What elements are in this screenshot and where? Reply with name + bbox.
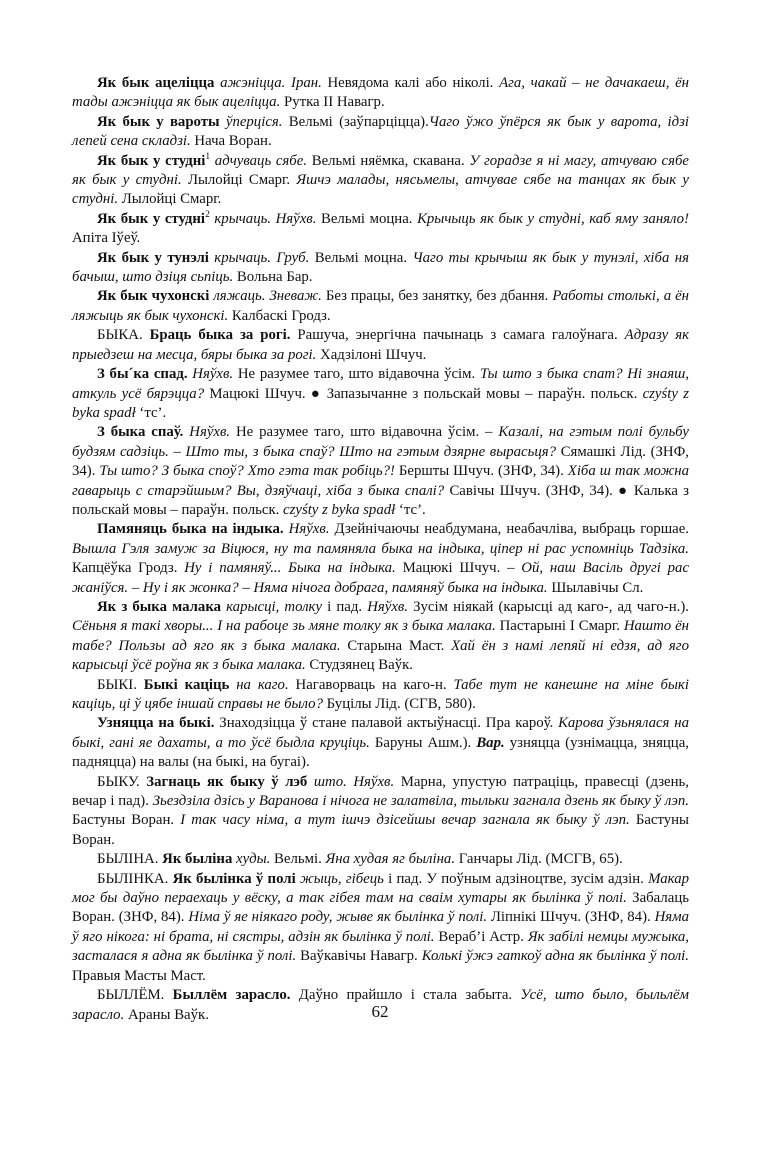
entry-text: Араны Ваўк. — [124, 1006, 209, 1023]
entry-superscript: 1 — [205, 151, 211, 162]
entry-italic-text: Нашто ён табе? Пользы ад яго як з быка малака. — [72, 618, 689, 654]
dictionary-entry — [72, 287, 689, 326]
entry-text: БЫЛІНА. — [97, 851, 163, 868]
entry-text: Бастуны Воран. — [72, 812, 181, 829]
entry-headword: З бы´ка спад. — [97, 366, 188, 383]
dictionary-entry — [72, 249, 689, 288]
entry-text: Рашуча, энергічна пачынаць з самага галоўнага. — [290, 327, 625, 344]
entry-text: Даўно прайшло і стала забыта. — [290, 987, 521, 1004]
dictionary-entry — [72, 365, 689, 423]
entry-headword: Памяняць быка на індыка. — [97, 521, 284, 538]
entry-text: Старына Маст. — [340, 637, 452, 654]
entry-text: Лылойці Смарг. — [181, 172, 297, 189]
entry-text: Без працы, без занятку, без дбання. — [321, 288, 553, 305]
entry-italic-text: czyśty z byka spadł — [72, 385, 689, 421]
entry-text: і пад. У поўным адзіноцтве, зусім адзін. — [383, 870, 649, 887]
dictionary-entry — [72, 598, 689, 676]
entry-text: Вельмі моцна. — [309, 249, 413, 266]
entry-text: узняцца (узнімацца, зняцца, падняцца) на валы (на быкі, на бугаі). — [72, 734, 689, 771]
dictionary-entry — [72, 773, 689, 851]
entry-text: БЫКА. — [97, 327, 150, 344]
entry-italic-text: Колькі ўжэ гаткоў адна як былінка ў полі. — [421, 948, 689, 965]
entry-headword: Загнаць як быку ў лэб — [146, 773, 308, 790]
entry-text: Капцёўка Гродз. — [72, 560, 185, 577]
entry-headword: Быллём зарасло. — [172, 987, 291, 1004]
entry-text: Зусім ніякай (карысці ад каго-, ад чаго-н.). — [408, 598, 689, 615]
entry-italic-text: ляжаць. Зневаж. — [209, 288, 322, 305]
dictionary-entry — [72, 850, 689, 869]
entry-headword: Як бык чухонскі — [97, 288, 210, 305]
entry-text: Бершты Шчуч. (ЗНФ, 34). — [394, 463, 568, 480]
entry-italic-text: Макар мог бы даўно пераехаць у вёску, а так гібея там на сваім хутары як былінка ў полі. — [72, 870, 689, 907]
entry-italic-text: Яна худая яг быліна. — [325, 851, 456, 868]
dictionary-entry — [72, 74, 689, 113]
entry-italic-text: Сёньня я такі хворы... І на рабоце зь мяне толку як з быка малака. — [72, 618, 496, 635]
entry-text: Ліпнікі Шчуч. (ЗНФ, 84). — [487, 909, 655, 926]
entry-text: Вельмі (заўпарціцца). — [282, 113, 429, 130]
entry-italic-text: Ты што? З быка споў? Хто гэта так робіць?! — [99, 463, 395, 480]
dictionary-entry — [72, 870, 689, 986]
entry-headword: Як бык у тунэлі — [97, 249, 209, 266]
entry-italic-text: ўперціся. — [219, 113, 283, 130]
entry-text: БЫЛІНКА. — [97, 870, 173, 887]
dictionary-entry — [72, 676, 689, 715]
entry-text: Нагаворваць на каго-н. — [288, 676, 454, 693]
entry-text: Не разумее таго, што відавочна ўсім. — [233, 366, 480, 383]
entry-text: Студзянец Ваўк. — [305, 657, 414, 674]
entry-text: Хадзілоні Шчуч. — [316, 346, 427, 363]
entry-italic-text: Ты што з быка спат? Ні знаяш, аткуль усё бярэцца? — [72, 366, 690, 402]
entry-text: Пастарыні І Смарг. — [495, 618, 624, 635]
entry-italic-text: І так часу німа, а тут ішчэ дзісейшы вечар загнала як быку ў лэп. — [180, 812, 630, 829]
entry-headword: З быка спаў. — [97, 424, 184, 441]
entry-italic-text: Зьездзіла дзісь у Варанова і нічога не залатвіла, тыльки загнала дзень як быку ў лэп. — [152, 793, 689, 810]
entry-text: Дзейнічаючы неабдумана, неабачліва, выбраць горшае. — [329, 521, 689, 538]
entry-text: Лылойці Смарг. — [118, 191, 222, 208]
dictionary-entry — [72, 423, 689, 520]
entry-text: Вельмі моцна. — [316, 210, 418, 227]
entry-text: Не разумее таго, што відавочна ўсім. – — [230, 424, 499, 441]
dictionary-entry — [72, 326, 689, 365]
entry-text: Вераб’і Астр. — [434, 928, 528, 945]
entry-italic-text: Хіба ш так можна гаварыць с старэйшым? Вы, дзяўчаці, хіба з быка спалі? — [72, 463, 690, 499]
entry-italic-text: Усё, што было, быльлём зарасло. — [72, 987, 689, 1023]
entry-italic-text: Ну і памяняў... Быка на індыка. — [184, 560, 396, 577]
entry-text: Буцілы Лід. (СГВ, 580). — [322, 696, 476, 712]
entry-text: Баруны Ашм.). — [369, 734, 477, 751]
entry-italic-text: крычаць. Груб. — [208, 249, 310, 266]
entry-italic-text: крычаць. Няўхв. — [209, 210, 317, 227]
entry-italic-text: худы. — [232, 851, 271, 868]
dictionary-entry — [72, 113, 689, 152]
entry-headword: Узняцца на быкі. — [97, 715, 215, 732]
entries-list — [72, 74, 689, 1025]
entry-italic-text: Табе тут не канешне на міне быкі каціць, ці ў цябе іншай справы не было? — [72, 676, 689, 712]
entry-headword: Як з быка малака — [97, 598, 222, 615]
entry-italic-text: на каго. — [229, 676, 289, 693]
entry-headword: Як былінка ў полі — [172, 870, 296, 887]
entry-text: Савічы Шчуч. (ЗНФ, 34). ● Калька з польскай мовы – параўн. польск. — [72, 482, 689, 518]
entry-text: Вельмі. — [270, 851, 326, 868]
entry-italic-text: Яшчэ малады, нясьмелы, атчувае сябе на танцах як бык у студні. — [72, 172, 689, 208]
entry-italic-text: Ой, наш Васіль другі рас жаніўся. – Ну і як жонка? – Няма нічога добрага, памяняў быка на індыка. — [72, 560, 690, 596]
entry-text: ‘тс’. — [395, 501, 426, 518]
entry-italic-text: Чаго ўжо ўпёрся як бык у варота, ідзі лепей сена складзі. — [72, 113, 689, 150]
entry-text: Невядома калі або ніколі. — [321, 75, 500, 91]
entry-text: Вольна Бар. — [233, 269, 313, 286]
entry-text: Сямашкі Лід. (ЗНФ, 34). — [72, 443, 689, 480]
entry-text: Марна, упустую патраціць, правесці (дзень, вечар і пад). — [72, 773, 689, 810]
entry-italic-text: Адразу як прыедзеш на месца, бяры быка за рогі. — [72, 327, 689, 363]
entry-italic-text: Вышла Гэля замуж за Віцюся, ну та памяняла быка на індыка, ціпер ні рас успомніць Тадзіка. — [72, 540, 689, 557]
entry-italic-text: Карова ўзьнялася на быкі, гані яе дахаты, а то ўсё быдла круціць. — [72, 715, 689, 751]
entry-italic-text: Работы столькі, а ён ляжыць як бык чухонскі. — [72, 288, 689, 324]
entry-italic-text: Чаго ты крычыш як бык у тунэлі, хіба ня бачыш, што дзіця сьпіць. — [72, 249, 689, 286]
entry-italic-text: Няма ў яго нікога: ні брата, ні сястры, адзін як былінка ў полі. — [72, 909, 689, 945]
entry-italic-text: што. Няўхв. — [307, 773, 395, 790]
entry-text: БЫКУ. — [97, 773, 147, 790]
entry-superscript: 2 — [205, 209, 210, 220]
entry-headword: Вар. — [476, 734, 505, 751]
dictionary-page — [72, 74, 689, 1025]
entry-text: БЫКІ. — [97, 676, 144, 693]
entry-italic-text: Німа ў яе ніякаго роду, жыве як былінка ў полі. — [188, 909, 488, 926]
entry-italic-text: Ага, чакай – не дачакаеш, ён тады ажэніцца як бык ацеліцца. — [72, 75, 689, 111]
dictionary-entry — [72, 152, 689, 210]
entry-italic-text: жыць, гібець — [295, 870, 384, 887]
entry-italic-text: Крычыць як бык у студні, каб яму заняло! — [417, 210, 690, 227]
entry-text: Нача Воран. — [190, 133, 272, 150]
entry-italic-text: Няўхв. — [183, 424, 231, 441]
dictionary-entry — [72, 520, 689, 598]
entry-text: Вельмі няёмка, скавана. — [307, 152, 470, 169]
entry-italic-text: Няўхв. — [187, 366, 234, 383]
entry-text: Знаходзіцца ў стане палавой актыўнасці. Пра кароў. — [214, 715, 559, 732]
entry-headword: Як бык у вароты — [97, 113, 220, 130]
dictionary-entry — [72, 714, 689, 772]
entry-headword: Быкі каціць — [143, 676, 230, 693]
dictionary-entry — [72, 210, 689, 249]
entry-headword: Браць быка за рогі. — [149, 327, 291, 344]
entry-italic-text: Як забілі немцы мужыка, засталася я адна як былінка ў полі. — [72, 928, 689, 965]
entry-text: Мацюкі Шчуч. ● Запазычанне з польскай мовы – параўн. польск. — [204, 385, 643, 402]
entry-text: Бастуны Воран. — [72, 812, 689, 848]
entry-text: Ваўкавічы Навагр. — [296, 948, 422, 965]
entry-italic-text: У горадзе я ні магу, атчуваю сябе як бык у студні. — [72, 152, 689, 189]
entry-italic-text: адчуваць сябе. — [210, 152, 308, 169]
entry-text: Рутка ІІ Навагр. — [280, 94, 385, 111]
entry-italic-text: Няўхв. — [367, 598, 409, 615]
entry-headword: Як бык ацеліцца — [97, 75, 215, 91]
entry-headword: Як быліна — [162, 851, 233, 868]
entry-text: Ганчары Лід. (МСГВ, 65). — [455, 851, 623, 868]
entry-italic-text: карысці, толку — [221, 598, 323, 615]
entry-italic-text: Няўхв. — [283, 521, 330, 538]
entry-text: БЫЛЛЁМ. — [97, 987, 173, 1004]
entry-text: ‘тс’. — [135, 404, 167, 421]
entry-italic-text: Хай ён з намі лепяй ні едзя, ад яго карысьці ўсё роўна як з быка малака. — [72, 637, 689, 674]
entry-text: Забалаць Воран. (ЗНФ, 84). — [72, 890, 689, 926]
entry-text: Калбаскі Гродз. — [228, 307, 331, 324]
entry-headword: Як бык у студні — [97, 152, 206, 169]
entry-text: Правыя Масты Маст. — [72, 967, 206, 984]
entry-italic-text: czyśty z byka spadł — [283, 501, 396, 518]
entry-italic-text: ажэніцца. Іран. — [214, 75, 322, 91]
entry-text: Апіта Іўеў. — [72, 230, 141, 247]
entry-text: і пад. — [322, 598, 368, 615]
entry-text: Мацюкі Шчуч. – — [395, 560, 522, 577]
entry-italic-text: Казалі, на гэтым полі бульбу будзям садзіць. – Што ты, з быка спаў? Што на гэтым дзярне вырасьця? — [72, 424, 690, 460]
page-number: 62 — [371, 1002, 389, 1021]
entry-text: Шылавічы Сл. — [547, 579, 644, 596]
entry-headword: Як бык у студні — [97, 210, 206, 227]
